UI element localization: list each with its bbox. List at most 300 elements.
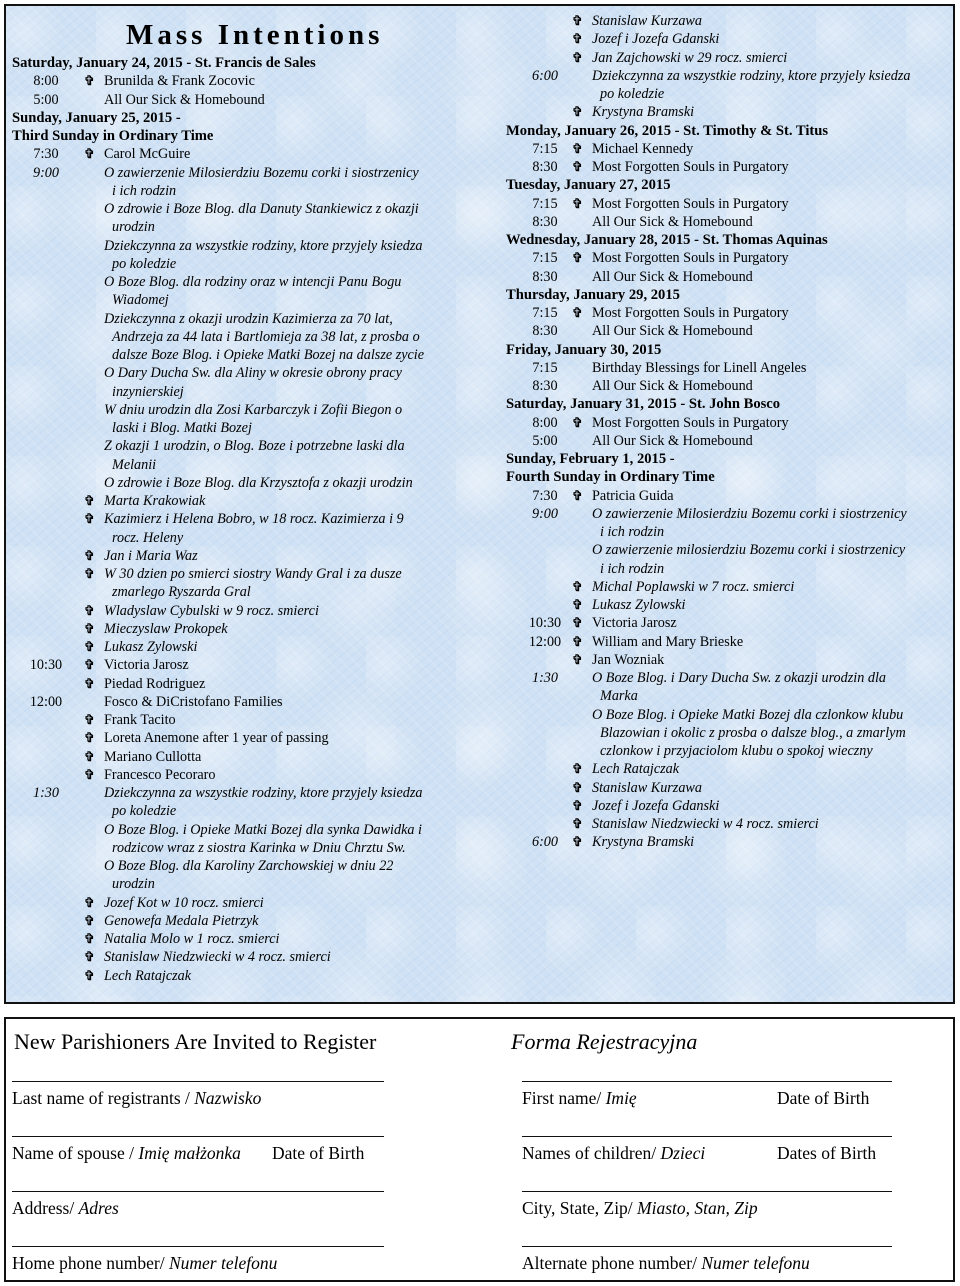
intention-text: Patricia Guida: [592, 487, 674, 504]
intention-text: Natalia Molo w 1 rocz. smierci: [104, 931, 280, 947]
cross-icon: ✞: [572, 31, 583, 47]
field-label-en: First name/: [522, 1088, 606, 1108]
intention-text: Wiadomej: [112, 292, 169, 309]
field-label-en: City, State, Zip/: [522, 1198, 638, 1218]
intention-text: Most Forgotten Souls in Purgatory: [592, 250, 789, 267]
cross-icon: ✞: [84, 931, 95, 946]
intention-text: Stanislaw Niedzwiecki w 4 rocz. smierci: [104, 949, 331, 966]
intention-entry: [506, 614, 960, 632]
intention-entry: [506, 249, 960, 267]
field-underline[interactable]: [522, 1191, 892, 1192]
cross-icon: ✞: [84, 675, 95, 691]
intention-text: Most Forgotten Souls in Purgatory: [592, 195, 789, 212]
date-heading: [506, 468, 960, 486]
intention-text: rocz. Heleny: [112, 529, 184, 546]
cross-icon: ✞: [572, 834, 583, 850]
intention-continuation: [506, 742, 960, 760]
cross-icon: ✞: [84, 967, 95, 983]
intention-continuation: [12, 218, 472, 236]
date-heading: [506, 231, 960, 249]
intention-text: Dziekczynna za wszystkie rodziny, ktore przyjely ksiedza: [592, 67, 911, 84]
intention-text: W 30 dzien po smierci siostry Wandy Gral i za dusze: [104, 566, 402, 582]
mass-time: 10:30: [528, 615, 562, 632]
field-label-en: Home phone number/: [12, 1253, 169, 1273]
intention-continuation: [12, 328, 472, 346]
date-of-birth-label: Dates of Birth: [777, 1143, 877, 1163]
intention-entry: [506, 541, 960, 559]
intention-entry: [12, 364, 472, 382]
date-heading: [12, 127, 472, 145]
intention-entry: [12, 547, 472, 565]
intention-continuation: [12, 456, 472, 474]
intention-text: zmarlego Ryszarda Gral: [112, 584, 251, 601]
intention-text: laski i Blog. Matki Bozej: [112, 420, 252, 436]
page-title: Mass Intentions: [126, 19, 384, 51]
intention-continuation: [12, 291, 472, 309]
intention-text: Michal Poplawski w 7 rocz. smierci: [592, 578, 795, 595]
intention-entry: [506, 359, 960, 377]
intention-text: Michael Kennedy: [592, 140, 694, 157]
intention-entry: [506, 67, 960, 85]
field-label-en: Names of children/: [522, 1143, 661, 1163]
mass-time: 7:30: [33, 146, 59, 163]
intention-entry: [12, 656, 472, 674]
intention-text: Francesco Pecoraro: [104, 766, 216, 783]
cross-icon: ✞: [572, 578, 583, 594]
mass-time: 9:00: [531, 505, 558, 522]
intention-text: i ich rodzin: [600, 560, 665, 577]
intention-text: Carol McGuire: [104, 146, 191, 163]
date-heading: [506, 286, 960, 304]
intention-text: Frank Tacito: [104, 712, 176, 728]
cross-icon: ✞: [572, 13, 583, 28]
intention-entry: [12, 474, 472, 492]
field-label-en: Address/: [12, 1198, 79, 1218]
intention-text: Stanislaw Niedzwiecki w 4 rocz. smierci: [592, 816, 819, 832]
mass-time: 8:30: [532, 159, 558, 175]
intention-entry: [12, 164, 472, 182]
mass-time: 8:00: [532, 414, 558, 431]
date-heading: [12, 109, 472, 127]
intention-entry: [12, 638, 472, 656]
intention-entry: [506, 669, 960, 687]
cross-icon: ✞: [84, 511, 95, 527]
intention-text: Loreta Anemone after 1 year of passing: [104, 730, 329, 747]
intention-continuation: [12, 255, 472, 273]
intention-entry: [12, 967, 472, 985]
intention-entry: [506, 49, 960, 67]
cross-icon: ✞: [84, 912, 95, 928]
intention-entry: [506, 268, 960, 286]
intention-entry: [12, 748, 472, 766]
intention-text: Jozef i Jozefa Gdanski: [592, 797, 720, 814]
mass-intentions-panel: [4, 4, 955, 1004]
mass-time: 7:30: [532, 487, 558, 504]
intention-text: All Our Sick & Homebound: [592, 268, 753, 285]
field-label-en: Name of spouse /: [12, 1143, 139, 1163]
intention-entry: [12, 894, 472, 912]
intention-text: Piedad Rodriguez: [104, 675, 206, 692]
intention-text: czlonkow i przyjaciolom klubu o spokoj wieczny: [600, 743, 873, 759]
intention-text: Victoria Jarosz: [104, 657, 189, 674]
field-underline[interactable]: [522, 1136, 892, 1137]
date-heading: [506, 395, 960, 413]
intention-entry: [506, 414, 960, 432]
intention-entry: [12, 729, 472, 747]
intention-entry: [506, 140, 960, 158]
intention-text: O zawierzenie Milosierdziu Bozemu corki i siostrzenicy: [104, 164, 419, 181]
mass-time: 8:30: [532, 323, 558, 340]
intention-text: Dziekczynna z okazji urodzin Kazimierza za 70 lat,: [104, 310, 393, 327]
intention-entry: [12, 310, 472, 328]
intention-entry: [506, 815, 960, 833]
intention-text: Krystyna Bramski: [592, 104, 695, 121]
cross-icon: ✞: [572, 761, 583, 777]
cross-icon: ✞: [572, 615, 583, 631]
intention-text: Wladyslaw Cybulski w 9 rocz. smierci: [104, 602, 319, 619]
intention-entry: [506, 578, 960, 596]
date-heading-text: Third Sunday in Ordinary Time: [12, 128, 214, 144]
intention-text: Lech Ratajczak: [592, 761, 680, 778]
intention-text: All Our Sick & Homebound: [592, 378, 753, 394]
intention-text: All Our Sick & Homebound: [104, 91, 265, 108]
intention-text: Jozef i Jozefa Gdanski: [592, 31, 720, 48]
intention-text: po koledzie: [112, 255, 177, 272]
intention-text: Melanii: [112, 456, 157, 473]
date-heading-text: Friday, January 30, 2015: [506, 341, 662, 358]
intention-text: urodzin: [112, 219, 155, 236]
intention-entry: [12, 273, 472, 291]
intention-entry: [506, 706, 960, 724]
cross-icon: ✞: [572, 159, 583, 174]
intention-entry: [12, 565, 472, 583]
intention-text: All Our Sick & Homebound: [592, 432, 753, 449]
registration-title-pl: Forma Rejestracyjna: [511, 1029, 698, 1054]
intention-text: Brunilda & Frank Zocovic: [104, 73, 255, 90]
cross-icon: ✞: [572, 651, 583, 667]
intention-continuation: [12, 182, 472, 200]
intention-text: Marka: [600, 688, 638, 705]
date-heading-text: Fourth Sunday in Ordinary Time: [506, 469, 715, 486]
intention-entry: [506, 158, 960, 176]
intention-text: Lukasz Zylowski: [104, 639, 198, 655]
date-heading-text: Tuesday, January 27, 2015: [506, 177, 671, 194]
cross-icon: ✞: [84, 748, 95, 764]
intention-entry: [12, 437, 472, 455]
cross-icon: ✞: [572, 140, 583, 156]
cross-icon: ✞: [84, 566, 95, 581]
field-label-en: Alternate phone number/: [522, 1253, 702, 1273]
intention-entry: [12, 200, 472, 218]
intention-text: O Boze Blog. dla Karoliny Zarchowskiej w dniu 22: [104, 858, 394, 874]
intention-entry: [12, 912, 472, 930]
right-field-label: [522, 1197, 758, 1219]
intention-text: Stanislaw Kurzawa: [592, 13, 702, 29]
cross-icon: ✞: [572, 104, 583, 120]
mass-time: 12:00: [528, 633, 562, 650]
right-field-label: [522, 1087, 637, 1109]
field-underline[interactable]: [522, 1081, 892, 1082]
intention-text: urodzin: [112, 876, 155, 893]
intention-text: O zawierzenie Milosierdziu Bozemu corki i siostrzenicy: [592, 505, 907, 522]
intention-text: Most Forgotten Souls in Purgatory: [592, 305, 789, 321]
intention-entry: [506, 779, 960, 797]
cross-icon: ✞: [84, 894, 95, 910]
intention-text: Stanislaw Kurzawa: [592, 779, 702, 796]
intention-entry: [506, 596, 960, 614]
right-field-label: [522, 1142, 705, 1164]
date-heading: [506, 122, 960, 140]
cross-icon: ✞: [84, 766, 95, 782]
intention-text: Z okazji 1 urodzin, o Blog. Boze i potrzebne laski dla: [104, 438, 405, 455]
intention-entry: [12, 510, 472, 528]
intention-entry: [506, 103, 960, 121]
intention-entry: [12, 711, 472, 729]
cross-icon: ✞: [572, 779, 583, 795]
date-heading: [506, 341, 960, 359]
mass-time: 8:30: [532, 213, 558, 230]
field-underline[interactable]: [12, 1191, 384, 1192]
intention-entry: [12, 72, 472, 90]
intention-text: Lech Ratajczak: [104, 967, 192, 984]
mass-time: 8:00: [33, 73, 59, 90]
intention-text: Blazowian i okolic z prosba o dalsze blog., a zmarlym: [600, 724, 906, 741]
intention-entry: [506, 633, 960, 651]
intention-entry: [506, 432, 960, 450]
intention-continuation: [506, 85, 960, 103]
intention-entry: [12, 620, 472, 638]
field-underline[interactable]: [12, 1136, 384, 1137]
mass-time: 7:15: [532, 195, 558, 212]
cross-icon: ✞: [84, 657, 95, 673]
date-heading-text: Saturday, January 24, 2015 - St. Francis de Sales: [12, 55, 316, 71]
intention-text: Victoria Jarosz: [592, 615, 677, 632]
intention-entry: [506, 195, 960, 213]
intention-text: Most Forgotten Souls in Purgatory: [592, 159, 789, 175]
intention-text: dalsze Boze Blog. i Opieke Matki Bozej na dalsze zycie: [112, 347, 425, 363]
intention-text: i ich rodzin: [600, 524, 665, 540]
intention-entry: [12, 784, 472, 802]
intention-continuation: [506, 687, 960, 705]
field-label-pl: Miasto, Stan, Zip: [637, 1198, 758, 1218]
field-underline[interactable]: [12, 1246, 384, 1247]
intention-text: Jozef Kot w 10 rocz. smierci: [104, 894, 264, 911]
intention-text: Kazimierz i Helena Bobro, w 18 rocz. Kazimierza i 9: [104, 511, 404, 528]
mass-time: 7:15: [532, 250, 558, 267]
intention-text: Most Forgotten Souls in Purgatory: [592, 414, 789, 431]
intention-entry: [506, 12, 960, 30]
field-label-pl: Nazwisko: [194, 1088, 262, 1108]
intention-continuation: [12, 839, 472, 857]
mass-time: 7:15: [532, 140, 558, 157]
intention-text: O Boze Blog. dla rodziny oraz w intencji Panu Bogu: [104, 274, 402, 290]
field-underline[interactable]: [12, 1081, 384, 1082]
left-field-label: [12, 1142, 241, 1164]
intention-text: i ich rodzin: [112, 182, 177, 199]
intention-entry: [506, 30, 960, 48]
mass-time: 12:00: [29, 693, 63, 710]
cross-icon: ✞: [84, 712, 95, 727]
cross-icon: ✞: [84, 73, 95, 89]
cross-icon: ✞: [84, 949, 95, 965]
intention-text: Jan Wozniak: [592, 651, 665, 668]
left-field-label: [12, 1087, 261, 1109]
intention-continuation: [12, 875, 472, 893]
intention-entry: [506, 833, 960, 851]
date-heading-text: Saturday, January 31, 2015 - St. John Bosco: [506, 396, 781, 413]
date-heading-text: Thursday, January 29, 2015: [506, 286, 680, 303]
intention-entry: [12, 145, 472, 163]
intention-entry: [12, 857, 472, 875]
mass-time: 6:00: [531, 67, 558, 84]
intention-entry: [12, 948, 472, 966]
intention-text: W dniu urodzin dla Zosi Karbarczyk i Zofii Biegon o: [104, 401, 403, 418]
intention-entry: [506, 213, 960, 231]
intention-text: Jan Zajchowski w 29 rocz. smierci: [592, 49, 788, 66]
mass-time: 8:30: [532, 268, 558, 285]
mass-time: 5:00: [532, 432, 558, 449]
cross-icon: ✞: [572, 195, 583, 211]
intention-entry: [12, 766, 472, 784]
intention-entry: [12, 693, 472, 711]
intention-text: O Boze Blog. i Opieke Matki Bozej dla synka Dawidka i: [104, 821, 422, 838]
intention-text: William and Mary Brieske: [592, 633, 744, 650]
intention-entry: [12, 492, 472, 510]
intention-entry: [506, 304, 960, 322]
cross-icon: ✞: [572, 49, 583, 65]
intention-text: O Boze Blog. i Opieke Matki Bozej dla czlonkow klubu: [592, 706, 904, 723]
intention-entry: [12, 675, 472, 693]
mass-time: 1:30: [32, 785, 59, 801]
intention-text: Jan i Maria Waz: [104, 547, 198, 564]
intention-entry: [12, 821, 472, 839]
cross-icon: ✞: [572, 487, 583, 503]
intention-text: inzynierskiej: [112, 383, 184, 400]
left-field-label: [12, 1197, 119, 1219]
intention-continuation: [12, 419, 472, 437]
intention-text: rodzicow wraz z siostra Karinka w Dniu Chrztu Sw.: [112, 839, 406, 856]
intention-text: O zdrowie i Boze Blog. dla Danuty Stankiewicz z okazji: [104, 201, 419, 217]
intention-text: Mieczyslaw Prokopek: [104, 620, 228, 637]
intention-entry: [506, 322, 960, 340]
intention-entry: [12, 91, 472, 109]
field-label-pl: Numer telefonu: [168, 1253, 278, 1273]
registration-title-en: New Parishioners Are Invited to Register: [14, 1029, 377, 1054]
cross-icon: ✞: [572, 797, 583, 813]
intention-text: po koledzie: [112, 803, 177, 820]
intention-text: Dziekczynna za wszystkie rodziny, ktore przyjely ksiedza: [104, 785, 423, 801]
cross-icon: ✞: [572, 816, 583, 831]
mass-time: 8:30: [532, 378, 558, 394]
intention-text: O Boze Blog. i Dary Ducha Sw. z okazji urodzin dla: [592, 670, 886, 686]
cross-icon: ✞: [572, 305, 583, 320]
date-of-birth-label: Date of Birth: [272, 1143, 365, 1163]
intention-continuation: [12, 583, 472, 601]
cross-icon: ✞: [84, 620, 95, 636]
mass-time: 10:30: [29, 657, 63, 674]
intention-entry: [12, 930, 472, 948]
mass-time: 7:15: [532, 359, 558, 376]
cross-icon: ✞: [572, 414, 583, 430]
field-label-pl: Imię małżonka: [138, 1143, 241, 1163]
intention-text: O Dary Ducha Sw. dla Aliny w okresie obrony pracy: [104, 365, 402, 382]
mass-time: 7:15: [532, 305, 558, 321]
cross-icon: ✞: [572, 250, 583, 266]
intention-entry: [506, 487, 960, 505]
cross-icon: ✞: [84, 730, 95, 746]
intention-continuation: [506, 724, 960, 742]
intention-continuation: [506, 523, 960, 541]
date-heading: [506, 450, 960, 468]
date-of-birth-label: Date of Birth: [777, 1088, 870, 1108]
intention-text: All Our Sick & Homebound: [592, 213, 753, 230]
cross-icon: ✞: [84, 146, 95, 162]
intention-text: All Our Sick & Homebound: [592, 323, 753, 340]
intention-entry: [12, 401, 472, 419]
field-label-pl: Dzieci: [660, 1143, 706, 1163]
field-underline[interactable]: [522, 1246, 892, 1247]
intention-continuation: [506, 560, 960, 578]
mass-time: 6:00: [531, 834, 558, 851]
date-heading: [506, 176, 960, 194]
cross-icon: ✞: [84, 602, 95, 618]
intention-text: Fosco & DiCristofano Families: [104, 693, 283, 710]
mass-time: 5:00: [33, 91, 59, 108]
field-label-pl: Adres: [78, 1198, 119, 1218]
intention-continuation: [12, 346, 472, 364]
intention-text: Marta Krakowiak: [104, 493, 206, 509]
mass-time: 1:30: [531, 670, 558, 686]
cross-icon: ✞: [84, 493, 95, 508]
date-heading: [12, 54, 472, 72]
registration-form: [4, 1017, 955, 1282]
cross-icon: ✞: [84, 547, 95, 563]
intention-text: Andrzeja za 44 lata i Bartlomieja za 38 lat, z prosba o: [112, 328, 420, 345]
intention-entry: [506, 760, 960, 778]
intention-text: po koledzie: [600, 86, 665, 102]
date-heading-text: Wednesday, January 28, 2015 - St. Thomas Aquinas: [506, 232, 828, 248]
date-heading-text: Monday, January 26, 2015 - St. Timothy & St. Titus: [506, 122, 829, 139]
field-label-en: Last name of registrants /: [12, 1088, 195, 1108]
intention-text: Birthday Blessings for Linell Angeles: [592, 359, 807, 376]
intention-entry: [12, 237, 472, 255]
intention-entry: [12, 602, 472, 620]
cross-icon: ✞: [84, 639, 95, 654]
left-field-label: [12, 1252, 277, 1274]
intention-text: Krystyna Bramski: [592, 834, 695, 851]
intention-text: O zawierzenie milosierdziu Bozemu corki i siostrzenicy: [592, 542, 906, 559]
intention-entry: [506, 651, 960, 669]
right-field-label: [522, 1252, 810, 1274]
intention-continuation: [12, 802, 472, 820]
intention-continuation: [12, 529, 472, 547]
cross-icon: ✞: [572, 633, 583, 649]
mass-time: 9:00: [32, 164, 59, 181]
field-label-pl: Numer telefonu: [701, 1253, 810, 1273]
cross-icon: ✞: [572, 597, 583, 612]
intention-text: Lukasz Zylowski: [592, 597, 686, 613]
intention-text: Genowefa Medala Pietrzyk: [104, 912, 259, 929]
date-heading-text: Sunday, February 1, 2015 -: [506, 451, 675, 467]
field-label-pl: Imię: [605, 1088, 637, 1108]
intention-entry: [506, 797, 960, 815]
intention-continuation: [12, 383, 472, 401]
intention-text: Mariano Cullotta: [104, 748, 202, 765]
intention-entry: [506, 377, 960, 395]
date-heading-text: Sunday, January 25, 2015 -: [12, 109, 181, 126]
intention-text: O zdrowie i Boze Blog. dla Krzysztofa z okazji urodzin: [104, 474, 413, 491]
intention-text: Dziekczynna za wszystkie rodziny, ktore przyjely ksiedza: [104, 237, 423, 254]
